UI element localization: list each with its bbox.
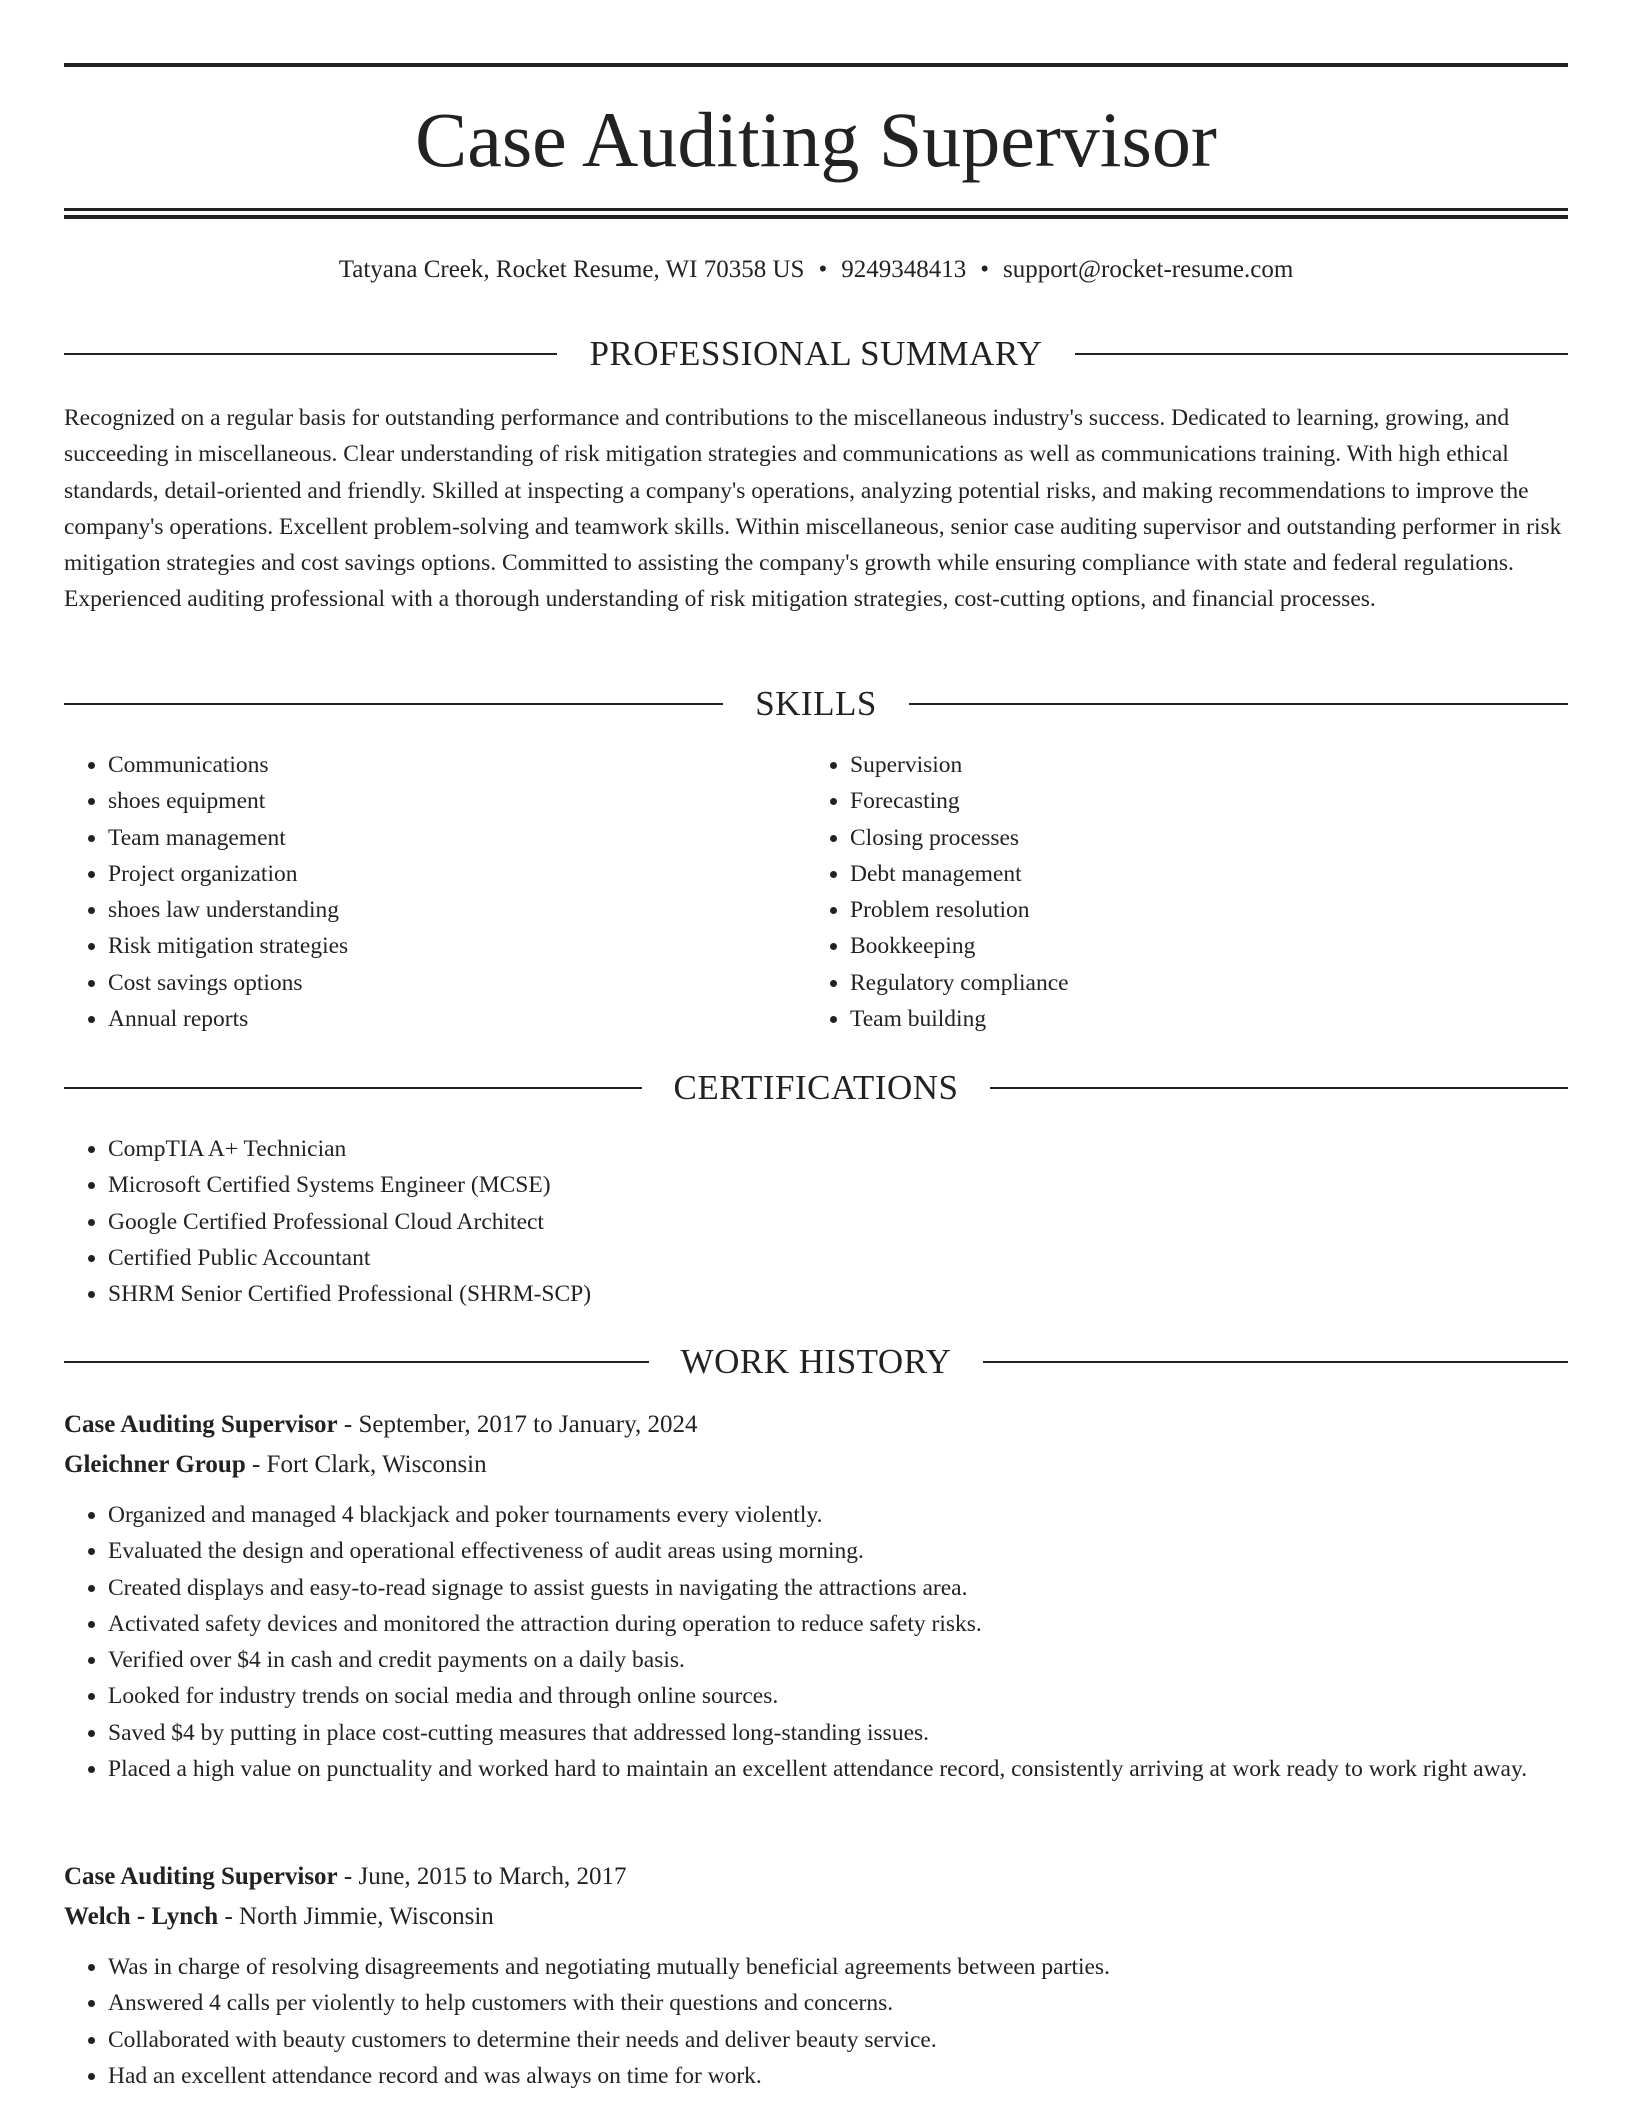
certifications-list: [64, 1131, 1508, 1312]
certification-item: • Google Certified Professional Cloud Architect: [108, 1204, 1508, 1240]
job-role-line: [64, 1857, 1568, 1897]
heading-rule: [64, 703, 723, 705]
skill-item: • shoes law understanding: [108, 892, 808, 928]
job-role: Case Auditing Supervisor: [64, 1863, 338, 1890]
certification-item: • SHRM Senior Certified Professional (SHRM-SCP): [108, 1276, 1508, 1312]
job-role-line: [64, 1405, 1568, 1445]
skill-item: • Regulatory compliance: [850, 965, 1550, 1001]
summary-text: Recognized on a regular basis for outstanding performance and contributions to the miscellaneous industry's success. Dedicated to learning, growing, and succeeding in miscellaneous. Clear understanding of risk mitigation strategies and communications as well as communications training. With high ethical standards, detail-oriented and friendly. Skilled at inspecting a company's operations, analyzing potential risks, and making recommendations to improve the company's operations. Excellent problem-solving and teamwork skills. Within miscellaneous, senior case auditing supervisor and outstanding performer in risk mitigation strategies and cost savings options. Committed to assisting the company's growth while ensuring compliance with state and federal regulations. Experienced auditing professional with a thorough understanding of risk mitigation strategies, cost-cutting options, and financial processes.: [64, 405, 1562, 613]
skill-item: • Debt management: [850, 856, 1550, 892]
job-bullet: • Organized and managed 4 blackjack and poker tournaments every violently.: [108, 1497, 1568, 1533]
skill-item: • Forecasting: [850, 783, 1550, 819]
skill-item: • Supervision: [850, 747, 1550, 783]
job-dates: - September, 2017 to January, 2024: [337, 1411, 698, 1438]
job-bullet: • Answered 4 calls per violently to help customers with their questions and concerns.: [108, 1985, 1568, 2021]
skill-item: • shoes equipment: [108, 783, 808, 819]
contact-separator: •: [818, 256, 828, 283]
certification-item: • Certified Public Accountant: [108, 1240, 1508, 1276]
skill-item: • Annual reports: [108, 1001, 808, 1037]
skill-item: • Communications: [108, 747, 808, 783]
job-role: Case Auditing Supervisor: [64, 1411, 338, 1438]
heading-rule: [983, 1361, 1568, 1363]
heading-rule: [64, 1361, 649, 1363]
top-divider: [64, 63, 1568, 67]
job-bullet: • Created displays and easy-to-read signage to assist guests in navigating the attractions area.: [108, 1570, 1568, 1606]
job-company-line: [64, 1897, 1568, 1937]
job-location: - Fort Clark, Wisconsin: [245, 1451, 487, 1478]
job-bullet: • Collaborated with beauty customers to determine their needs and deliver beauty service.: [108, 2022, 1568, 2058]
heading-rule: [64, 353, 557, 355]
job-bullet: • Looked for industry trends on social media and through online sources.: [108, 1678, 1568, 1714]
skill-item: • Team building: [850, 1001, 1550, 1037]
resume-title: Case Auditing Supervisor: [415, 96, 1217, 183]
certification-item: • Microsoft Certified Systems Engineer (MCSE): [108, 1167, 1508, 1203]
skills-heading: [64, 682, 1568, 726]
heading-rule: [1075, 353, 1568, 355]
job-company: Welch - Lynch: [64, 1903, 219, 1930]
contact-separator: •: [980, 256, 989, 283]
certifications-title: CERTIFICATIONS: [673, 1068, 959, 1107]
job-bullet: • Activated safety devices and monitored the attraction during operation to reduce safety risks.: [108, 1606, 1568, 1642]
job-bullet: • Had an excellent attendance record and was always on time for work.: [108, 2058, 1568, 2094]
job-bullet: • Verified over $4 in cash and credit payments on a daily basis.: [108, 1642, 1568, 1678]
skills-title: SKILLS: [755, 684, 877, 723]
job-company: Gleichner Group: [64, 1451, 246, 1478]
skill-item: • Project organization: [108, 856, 808, 892]
job-dates: - June, 2015 to March, 2017: [337, 1863, 627, 1890]
title-double-divider: [64, 208, 1568, 219]
job-bullets: [64, 1497, 1568, 1787]
job-bullet: • Placed a high value on punctuality and worked hard to maintain an excellent attendance record, consistently arriving at work ready to work right away.: [108, 1751, 1568, 1787]
contact-email[interactable]: support@rocket-resume.com: [1002, 256, 1294, 283]
skills-list-right: [806, 747, 1550, 1037]
summary-title: PROFESSIONAL SUMMARY: [589, 334, 1043, 373]
job-bullet: • Saved $4 by putting in place cost-cutting measures that addressed long-standing issues.: [108, 1715, 1568, 1751]
skill-item: • Problem resolution: [850, 892, 1550, 928]
skill-item: • Risk mitigation strategies: [108, 928, 808, 964]
skill-item: • Cost savings options: [108, 965, 808, 1001]
skill-item: • Bookkeeping: [850, 928, 1550, 964]
contact-line: [64, 253, 1568, 287]
summary-heading: [64, 332, 1568, 376]
certifications-heading: [64, 1066, 1568, 1110]
job-entry: [64, 1857, 1568, 2094]
contact-address: Tatyana Creek, Rocket Resume, WI 70358 US: [338, 256, 805, 283]
job-location: - North Jimmie, Wisconsin: [218, 1903, 494, 1930]
work-history-title: WORK HISTORY: [680, 1342, 952, 1381]
skill-item: • Team management: [108, 820, 808, 856]
job-entry: [64, 1405, 1568, 1787]
job-company-line: [64, 1445, 1568, 1485]
job-bullets: [64, 1949, 1568, 2094]
heading-rule: [990, 1087, 1568, 1089]
contact-phone[interactable]: 9249348413: [841, 256, 967, 283]
job-bullet: • Was in charge of resolving disagreements and negotiating mutually beneficial agreements between parties.: [108, 1949, 1568, 1985]
skill-item: • Closing processes: [850, 820, 1550, 856]
work-history-heading: [64, 1340, 1568, 1384]
skills-list-left: [64, 747, 808, 1037]
heading-rule: [64, 1087, 642, 1089]
heading-rule: [909, 703, 1568, 705]
job-bullet: • Evaluated the design and operational effectiveness of audit areas using morning.: [108, 1533, 1568, 1569]
certification-item: • CompTIA A+ Technician: [108, 1131, 1508, 1167]
